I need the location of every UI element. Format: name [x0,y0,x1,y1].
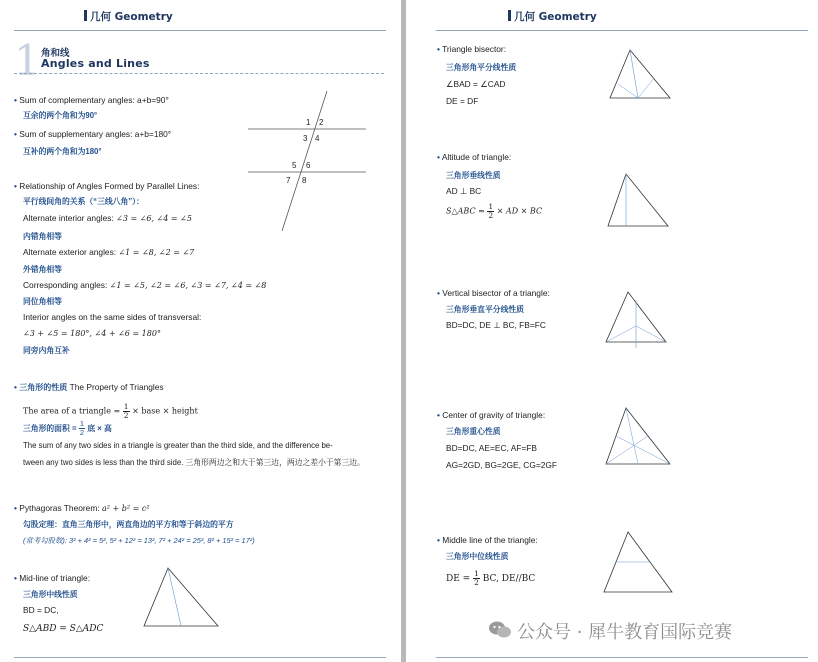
same-side-formula: ∠3 + ∠5 = 180°, ∠4 + ∠6 = 180° [23,329,161,338]
bisector-label: Triangle bisector: [442,44,507,54]
angle-label-6: 6 [306,161,311,170]
triangle-outline [610,50,670,98]
supplementary-cn: 互补的两个角和为180° [23,147,102,156]
midline-formula1: BD = DC, [23,605,59,615]
right-page [406,0,818,662]
parallel-title-cn: 平行线间角的关系（“三线八角”）： [23,197,144,206]
corresponding-formula: ∠1 = ∠5, ∠2 = ∠6, ∠3 = ∠7, ∠4 = ∠8 [109,281,267,290]
segment-fc [636,326,666,342]
middle-line-lhs: DE = [446,574,471,584]
pythagoras-label: Pythagoras Theorem: [19,503,100,513]
angle-label-4: 4 [315,134,320,143]
segment-fb [606,326,636,342]
altitude-line [437,152,511,163]
watermark-text: 公众号 · 犀牛教育国际竞赛 [517,622,733,643]
vertical-bisector-cn: 三角形垂直平分线性质 [446,305,524,314]
supplementary-line [14,129,171,140]
bullet: • [437,44,440,54]
fraction-denominator: 2 [474,578,479,587]
gravity-line [437,410,545,421]
fraction-denominator: 2 [79,428,85,438]
fraction [487,203,494,220]
midline-line [14,573,90,584]
alt-exterior-cn: 外错角相等 [23,265,62,274]
middle-line-figure [600,528,676,598]
transversal-line [282,91,327,231]
parallel-title-text: Relationship of Angles Formed by Parallel Lines: [19,181,200,191]
same-side-label: Interior angles on the same sides of transversal: [23,312,202,322]
header-title: 几何 Geometry [90,11,173,23]
pythagoras-line [14,503,150,514]
supplementary-label: Sum of supplementary angles: [19,129,133,139]
bullet: • [437,288,440,298]
triangle-outline [608,174,668,226]
section-title-en: Angles and Lines [41,57,150,70]
vertical-bisector-label: Vertical bisector of a triangle: [442,288,550,298]
pythagoras-formula: a² + b² = c² [101,504,150,513]
bullet: • [14,573,17,583]
midline-triangle-figure [138,562,222,634]
bisector-f1: ∠BAD = ∠CAD [446,79,506,89]
triangle-property-title [14,382,164,393]
angle-label-3: 3 [303,134,308,143]
midline-formula2: S△ABD = S△ADC [23,624,104,634]
corresponding-label: Corresponding angles: [23,280,108,290]
fraction-numerator: 1 [488,202,494,211]
triangle-property-title-en: The Property of Triangles [69,382,164,392]
bullet: • [437,410,440,420]
parallel-lines-figure [244,88,370,234]
alt-interior-label: Alternate interior angles: [23,213,114,223]
header-rule [436,30,808,31]
altitude-cn: 三角形垂线性质 [446,171,501,180]
fraction-numerator: 1 [79,419,85,429]
gravity-f1: BD=DC, AE=EC, AF=FB [446,443,537,453]
footer-rule [14,657,386,658]
bullet: • [14,382,17,392]
section-number: 1 [14,36,41,85]
triangle-sides-line2: tween any two sides is less than the third side. 三角形两边之和大于第三边，两边之差小于第三边。 [23,458,365,467]
complementary-label: Sum of complementary angles: [19,95,135,105]
pythagoras-cn: 勾股定理：直角三角形中，两直角边的平方和等于斜边的平方 [23,520,234,529]
section-divider [14,73,384,74]
angle-label-2: 2 [319,118,324,127]
triangle-sides-line1: The sum of any two sides in a triangle is greater than the third side, and the difference be- [23,441,333,450]
pythagoras-common-triples: (常考勾股数): 3² + 4² = 5², 5² + 12² = 13², 7² + 24² = 25², 8² + 15² = 17²) [23,536,255,545]
header-bar [84,10,87,21]
angle-label-1: 1 [306,118,311,127]
triangle-outline [144,568,218,626]
left-page [0,0,401,662]
median-be [606,436,648,464]
fraction-numerator: 1 [123,402,129,411]
alt-exterior-formula: ∠1 = ∠8, ∠2 = ∠7 [118,248,195,257]
median-ad [626,408,638,464]
altitude-area-tail: × AD × BC [496,206,543,216]
complementary-formula: a+b=90° [137,95,169,105]
alt-interior-cn: 内错角相等 [23,232,62,241]
section-title-cn: 角和线 [41,48,70,59]
wechat-icon [488,620,512,640]
fraction-denominator: 2 [123,411,129,420]
middle-line-cn: 三角形中位线性质 [446,552,509,561]
altitude-triangle-figure [604,168,672,230]
middle-line-line [437,535,538,546]
bullet: • [437,152,440,162]
altitude-f1: AD ⊥ BC [446,186,482,196]
fraction-numerator: 1 [474,569,479,578]
corresponding-line [23,280,266,291]
bisector-triangle-figure [606,46,674,102]
angle-label-5: 5 [292,161,297,170]
vertical-bisector-figure [602,286,672,350]
bullet: • [14,503,17,513]
fraction [123,403,130,420]
bisector-line [437,44,506,55]
gravity-triangle-figure [602,404,674,470]
angle-label-7: 7 [286,176,291,185]
area-label: The area of a triangle = [23,406,121,416]
angle-label-8: 8 [302,176,307,185]
bullet: • [14,181,17,191]
footer-rule [436,657,808,658]
angle-bisector-line [630,50,638,98]
same-side-cn: 同旁内角互补 [23,346,70,355]
bullet: • [437,535,440,545]
header-rule [14,30,386,31]
alt-exterior-label: Alternate exterior angles: [23,247,117,257]
bullet: • [14,95,17,105]
altitude-area-lhs: S△ABC = [446,206,485,216]
bisector-cn: 三角形角平分线性质 [446,63,517,72]
altitude-f2 [446,203,542,220]
area-cn-tail: 底 × 高 [87,424,112,433]
corresponding-cn: 同位角相等 [23,297,62,306]
triangle-outline [606,408,670,464]
header-bar [508,10,511,21]
parallel-title [14,181,199,192]
header-title: 几何 Geometry [514,11,597,23]
median-line [168,568,181,626]
page-header [84,9,173,24]
middle-line-tail: BC, DE//BC [482,574,536,584]
altitude-label: Altitude of triangle: [441,152,512,162]
bisector-f2: DE = DF [446,96,479,106]
vertical-bisector-line [437,288,550,299]
fraction [79,420,85,437]
alt-exterior-line [23,247,194,258]
page-header [508,9,597,24]
complementary-line [14,95,169,106]
median-cf [616,436,670,464]
gravity-cn: 三角形重心性质 [446,427,501,436]
fraction-denominator: 2 [488,211,494,220]
midline-label: Mid-line of triangle: [19,573,91,583]
perpendicular-df [638,78,654,98]
midline-cn: 三角形中线性质 [23,590,78,599]
area-cn-label: 三角形的面积 = [23,424,77,433]
triangle-area-formula [23,403,198,420]
gravity-f2: AG=2GD, BG=2GE, CG=2GF [446,460,558,470]
area-tail: × base × height [132,406,198,416]
alt-interior-formula: ∠3 = ∠6, ∠4 = ∠5 [116,214,192,223]
middle-line-label: Middle line of the triangle: [442,535,538,545]
gravity-label: Center of gravity of triangle: [442,410,546,420]
complementary-cn: 互余的两个角和为90° [23,111,98,120]
vertical-bisector-f1: BD=DC, DE ⊥ BC, FB=FC [446,320,546,330]
alt-interior-line [23,213,192,224]
perpendicular-de [618,84,638,98]
fraction [473,570,480,587]
supplementary-formula: a+b=180° [134,129,172,139]
middle-line-formula [446,570,535,587]
bullet: • [14,129,17,139]
triangle-area-cn-formula [23,420,112,437]
triangle-property-title-cn: 三角形的性质 [19,383,68,392]
